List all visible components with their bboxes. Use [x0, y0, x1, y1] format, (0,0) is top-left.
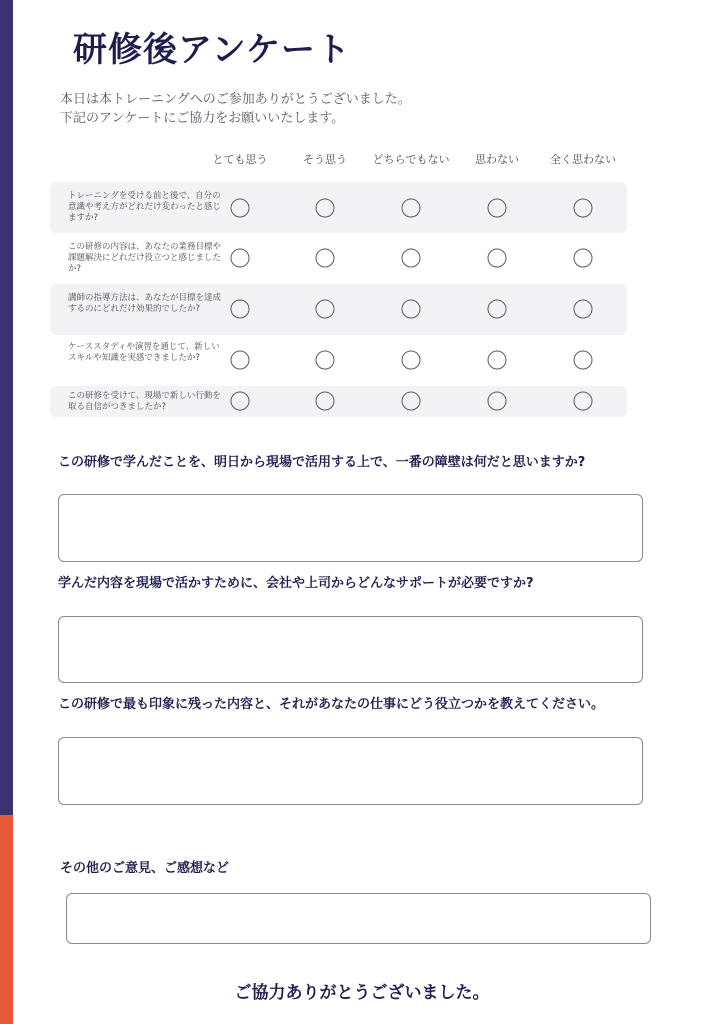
open-question-label: 学んだ内容を現場で活かすために、会社や上司からどんなサポートが必要ですか?	[58, 576, 534, 591]
scale-label-strongly-agree: とても思う	[212, 153, 268, 166]
radio-agree[interactable]	[316, 392, 335, 411]
radio-neutral[interactable]	[402, 392, 421, 411]
scale-label-neutral: どちらでもない	[372, 153, 450, 166]
closing-message: ご協力ありがとうございました。	[234, 983, 490, 1003]
open-answer-field-3[interactable]	[58, 737, 643, 805]
radio-strongly-disagree[interactable]	[574, 351, 593, 370]
rating-row	[50, 233, 627, 284]
rating-row	[50, 284, 627, 335]
radio-strongly-disagree[interactable]	[574, 249, 593, 268]
rating-question: トレーニングを受ける前と後で、自分の意識や考え方がどれだけ変わったと感じますか?	[68, 191, 221, 223]
rating-question: 講師の指導方法は、あなたが目標を達成するのにどれだけ効果的でしたか?	[68, 293, 222, 314]
radio-agree[interactable]	[316, 300, 335, 319]
open-answer-field-1[interactable]	[58, 494, 643, 562]
radio-neutral[interactable]	[402, 249, 421, 268]
radio-agree[interactable]	[316, 249, 335, 268]
radio-neutral[interactable]	[402, 351, 421, 370]
rating-row	[50, 335, 627, 386]
rating-scale-header	[0, 151, 724, 167]
intro-line-1: 本日は本トレーニングへのご参加ありがとうございました。	[60, 92, 411, 107]
radio-strongly-disagree[interactable]	[574, 300, 593, 319]
open-answer-field-4[interactable]	[66, 893, 651, 944]
open-question-label: この研修で最も印象に残った内容と、それがあなたの仕事にどう役立つかを教えてください。	[58, 697, 605, 712]
page-title: 研修後アンケート	[73, 30, 351, 70]
radio-disagree[interactable]	[488, 249, 507, 268]
radio-strongly-disagree[interactable]	[574, 199, 593, 218]
open-question-label: その他のご意見、ご感想など	[60, 861, 230, 876]
radio-strongly-agree[interactable]	[231, 392, 250, 411]
radio-agree[interactable]	[316, 351, 335, 370]
radio-strongly-agree[interactable]	[231, 199, 250, 218]
scale-label-agree: そう思う	[303, 153, 347, 166]
radio-neutral[interactable]	[402, 199, 421, 218]
radio-neutral[interactable]	[402, 300, 421, 319]
rating-row	[50, 182, 627, 233]
radio-strongly-agree[interactable]	[231, 249, 250, 268]
radio-disagree[interactable]	[488, 199, 507, 218]
radio-disagree[interactable]	[488, 300, 507, 319]
rating-question: この研修を受けて、現場で新しい行動を取る自信がつきましたか?	[68, 391, 221, 412]
rating-row	[50, 386, 627, 417]
scale-label-strongly-disagree: 全く思わない	[550, 153, 616, 166]
open-question-label: この研修で学んだことを、明日から現場で活用する上で、一番の障壁は何だと思いますか?	[58, 455, 586, 470]
scale-label-disagree: 思わない	[475, 153, 519, 166]
radio-strongly-disagree[interactable]	[574, 392, 593, 411]
intro-text	[60, 90, 411, 128]
radio-strongly-agree[interactable]	[231, 351, 250, 370]
radio-disagree[interactable]	[488, 392, 507, 411]
open-answer-field-2[interactable]	[58, 616, 643, 683]
radio-disagree[interactable]	[488, 351, 507, 370]
rating-question: この研修の内容は、あなたの業務目標や課題解決にどれだけ役立つと感じましたか?	[68, 242, 222, 274]
radio-agree[interactable]	[316, 199, 335, 218]
intro-line-2: 下記のアンケートにご協力をお願いいたします。	[60, 111, 345, 126]
rating-question: ケーススタディや演習を通じて、新しいスキルや知識を実感できましたか?	[68, 342, 220, 363]
radio-strongly-agree[interactable]	[231, 300, 250, 319]
